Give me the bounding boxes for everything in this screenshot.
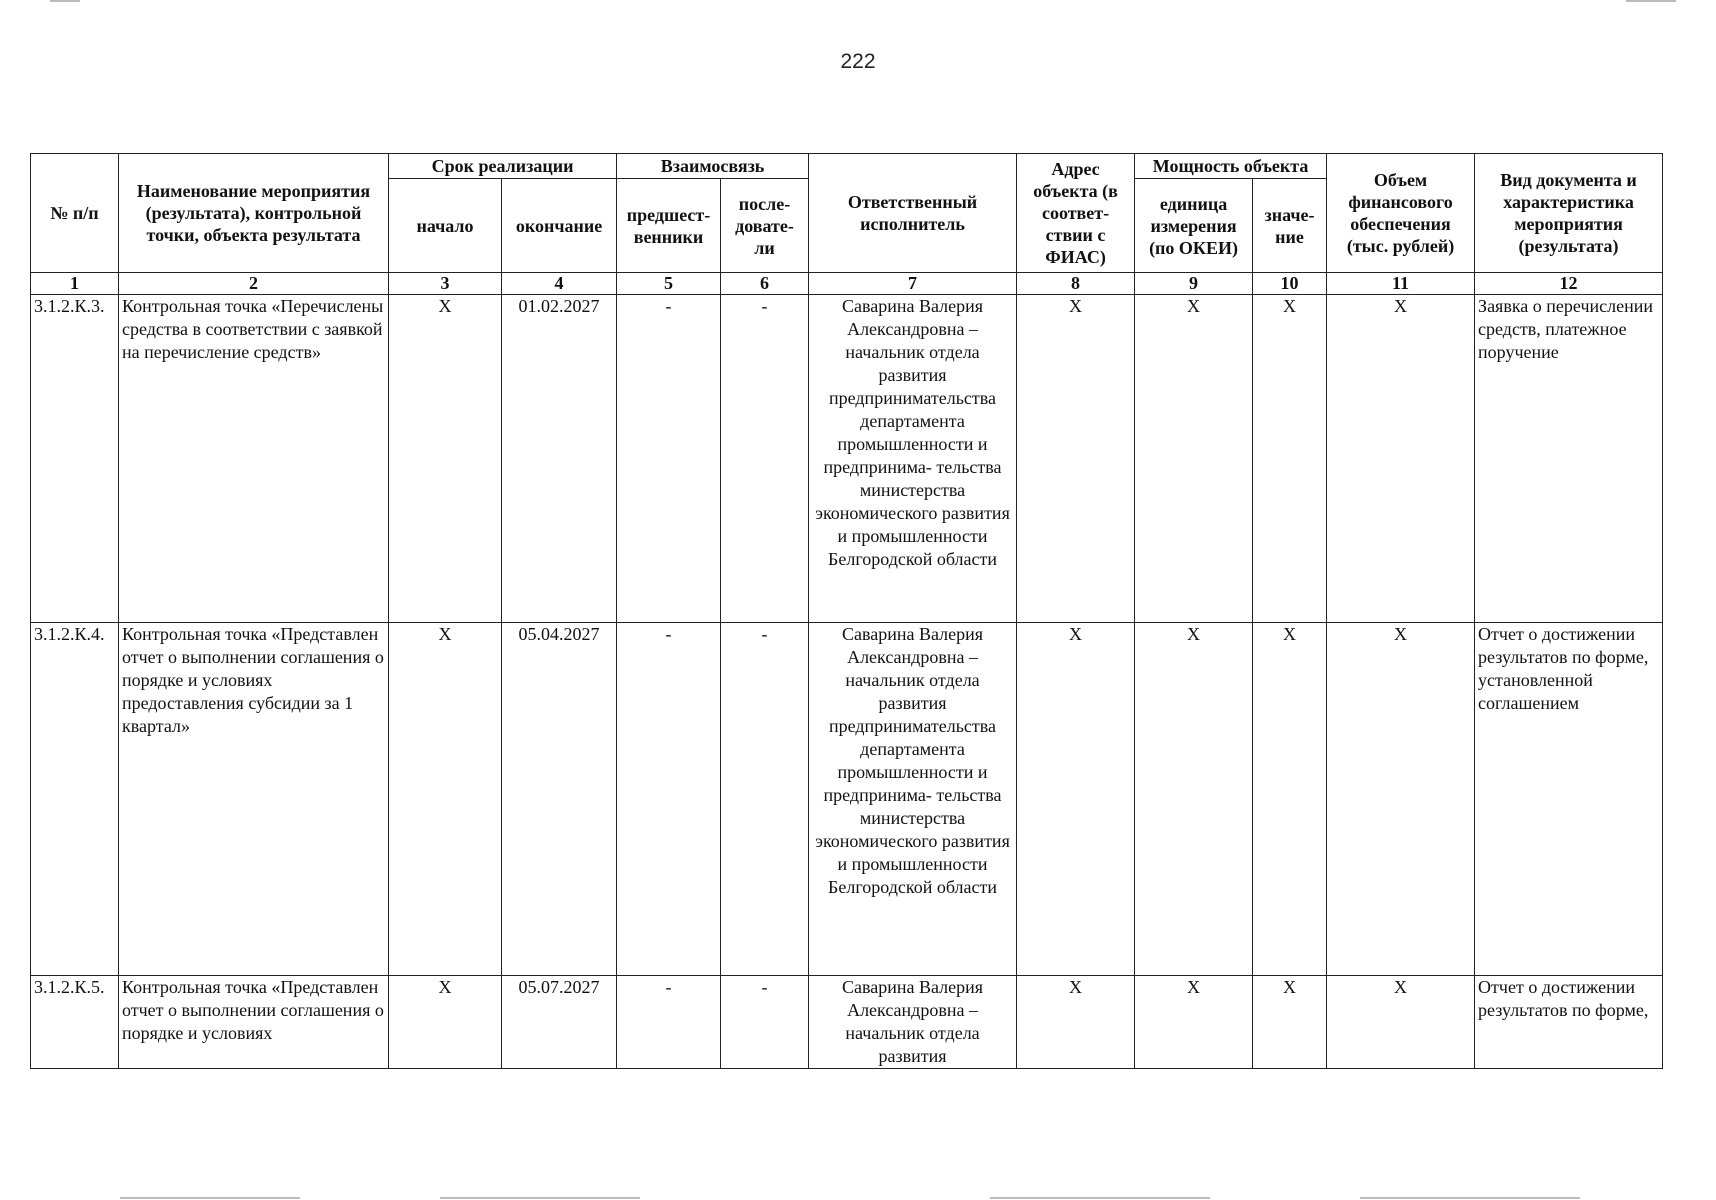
- scan-artifact-top-left: [50, 0, 80, 2]
- row-finance: X: [1327, 623, 1475, 976]
- column-number: 10: [1253, 273, 1327, 295]
- row-start: X: [389, 976, 502, 1069]
- row-value: X: [1253, 976, 1327, 1069]
- header-finance: Объем финансового обеспечения (тыс. рублей): [1327, 154, 1475, 273]
- column-number: 12: [1475, 273, 1663, 295]
- column-number: 3: [389, 273, 502, 295]
- scan-artifact-bottom-1: [120, 1197, 300, 1199]
- header-link-group: Взаимосвязь: [617, 154, 809, 179]
- header-link-next: после- довате- ли: [721, 179, 809, 273]
- row-prev: -: [617, 623, 721, 976]
- header-doc-type: Вид документа и характеристика мероприятия (результата): [1475, 154, 1663, 273]
- scan-artifact-bottom-4: [1360, 1197, 1580, 1199]
- row-unit: X: [1135, 976, 1253, 1069]
- table-row: [31, 976, 1663, 1069]
- row-id: 3.1.2.К.4.: [31, 623, 119, 976]
- header-cap-value: значе- ние: [1253, 179, 1327, 273]
- column-number: 4: [502, 273, 617, 295]
- header-capacity-group: Мощность объекта: [1135, 154, 1327, 179]
- header-term-start: начало: [389, 179, 502, 273]
- column-number: 9: [1135, 273, 1253, 295]
- table-row: [31, 623, 1663, 976]
- row-prev: -: [617, 295, 721, 623]
- column-number: 11: [1327, 273, 1475, 295]
- row-doc: Отчет о достижении результатов по форме,: [1475, 976, 1663, 1069]
- row-next: -: [721, 623, 809, 976]
- scan-artifact-bottom-3: [990, 1197, 1210, 1199]
- column-number: 6: [721, 273, 809, 295]
- row-start: X: [389, 295, 502, 623]
- table-row: [31, 295, 1663, 623]
- scan-artifact-bottom-2: [440, 1197, 640, 1199]
- row-value: X: [1253, 623, 1327, 976]
- row-name: Контрольная точка «Представлен отчет о выполнении соглашения о порядке и условиях: [119, 976, 389, 1069]
- column-number: 1: [31, 273, 119, 295]
- row-end: 01.02.2027: [502, 295, 617, 623]
- row-id: 3.1.2.К.5.: [31, 976, 119, 1069]
- column-number: 7: [809, 273, 1017, 295]
- row-end: 05.07.2027: [502, 976, 617, 1069]
- row-responsible: Саварина Валерия Александровна – начальник отдела развития предпринимательства департамента промышленности и предпринима- тельства министерства экономического развития и промышленности Белгородской области: [809, 623, 1017, 976]
- header-link-prev: предшест- венники: [617, 179, 721, 273]
- header-name: Наименование мероприятия (результата), контрольной точки, объекта результата: [119, 154, 389, 273]
- row-name: Контрольная точка «Представлен отчет о выполнении соглашения о порядке и условиях предоставления субсидии за 1 квартал»: [119, 623, 389, 976]
- page-number: 222: [840, 50, 876, 73]
- scan-artifact-top-right: [1626, 0, 1676, 2]
- header-number: № п/п: [31, 154, 119, 273]
- row-value: X: [1253, 295, 1327, 623]
- row-name: Контрольная точка «Перечислены средства в соответствии с заявкой на перечисление средств»: [119, 295, 389, 623]
- header-cap-unit: единица измерения (по ОКЕИ): [1135, 179, 1253, 273]
- row-responsible: Саварина Валерия Александровна – начальник отдела развития: [809, 976, 1017, 1069]
- row-next: -: [721, 295, 809, 623]
- row-prev: -: [617, 976, 721, 1069]
- row-end: 05.04.2027: [502, 623, 617, 976]
- row-finance: X: [1327, 295, 1475, 623]
- header-address: Адрес объекта (в соответ- ствии с ФИАС): [1017, 154, 1135, 273]
- row-unit: X: [1135, 623, 1253, 976]
- row-start: X: [389, 623, 502, 976]
- row-address: X: [1017, 976, 1135, 1069]
- header-term-end: окончание: [502, 179, 617, 273]
- column-number: 8: [1017, 273, 1135, 295]
- row-unit: X: [1135, 295, 1253, 623]
- row-id: 3.1.2.К.3.: [31, 295, 119, 623]
- row-doc: Заявка о перечислении средств, платежное поручение: [1475, 295, 1663, 623]
- row-address: X: [1017, 623, 1135, 976]
- column-number: 2: [119, 273, 389, 295]
- row-next: -: [721, 976, 809, 1069]
- row-responsible: Саварина Валерия Александровна – начальник отдела развития предпринимательства департамента промышленности и предпринима- тельства министерства экономического развития и промышленности Белгородской области: [809, 295, 1017, 623]
- row-finance: X: [1327, 976, 1475, 1069]
- header-term-group: Срок реализации: [389, 154, 617, 179]
- column-number: 5: [617, 273, 721, 295]
- row-address: X: [1017, 295, 1135, 623]
- plan-table: [30, 153, 1663, 1069]
- header-responsible: Ответственный исполнитель: [809, 154, 1017, 273]
- row-doc: Отчет о достижении результатов по форме, установленной соглашением: [1475, 623, 1663, 976]
